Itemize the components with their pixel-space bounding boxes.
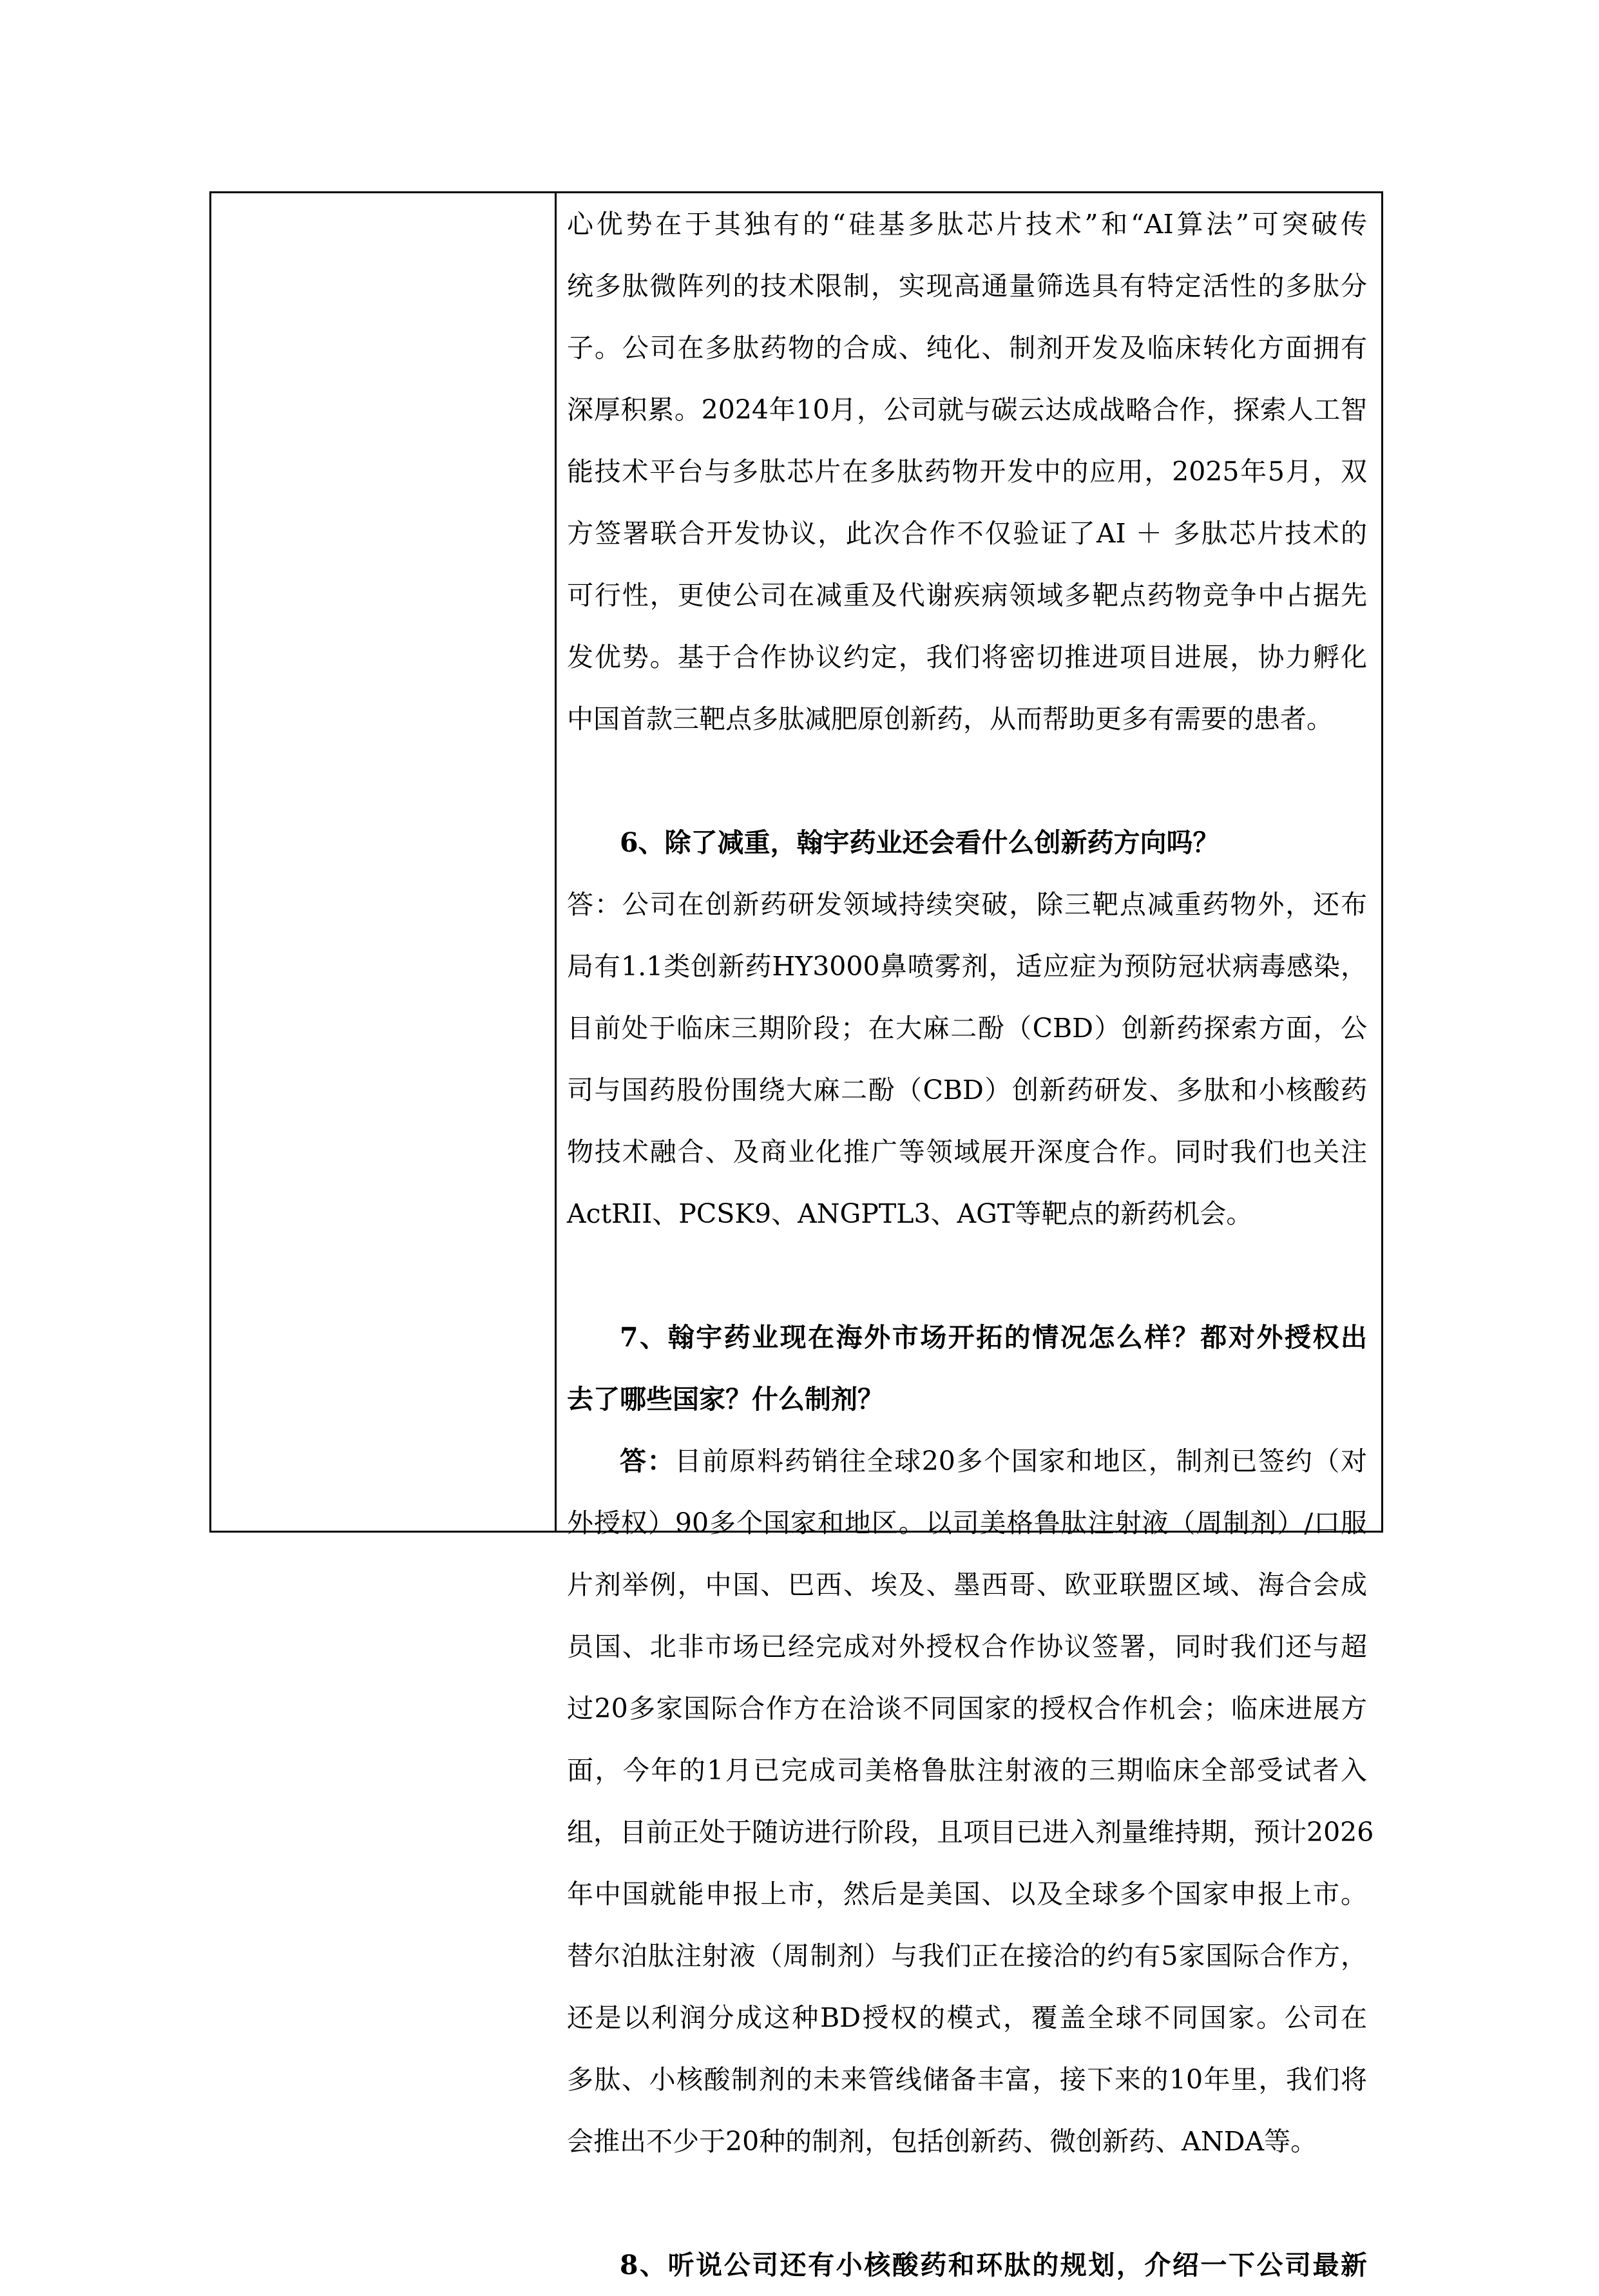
answer-7-line: 年中国就能申报上市，然后是美国、以及全球多个国家申报上市。 [567,1879,1367,1909]
question-6-heading: 6、除了减重，翰宇药业还会看什么创新药方向吗？ [620,827,1220,858]
text-line: 中国首款三靶点多肽减肥原创新药，从而帮助更多有需要的患者。 [567,703,1333,734]
text-line: 能技术平台与多肽芯片在多肽药物开发中的应用，2025年5月，双 [567,456,1367,487]
answer-7-line: 面，今年的1月已完成司美格鲁肽注射液的三期临床全部受试者入 [567,1755,1367,1786]
question-7-heading: 7、翰宇药业现在海外市场开拓的情况怎么样？都对外授权出 [620,1322,1367,1353]
answer-6-line: 物技术融合、及商业化推广等领域展开深度合作。同时我们也关注 [567,1136,1367,1167]
answer-7-line: 过20多家国际合作方在洽谈不同国家的授权合作机会；临床进展方 [567,1693,1367,1724]
answer-7-line: 多肽、小核酸制剂的未来管线储备丰富，接下来的10年里，我们将 [567,2064,1367,2095]
question-7-heading: 去了哪些国家？什么制剂？ [567,1384,884,1415]
text-line: 深厚积累。2024年10月，公司就与碳云达成战略合作，探索人工智 [567,394,1367,425]
text-line: 统多肽微阵列的技术限制，实现高通量筛选具有特定活性的多肽分 [567,271,1367,301]
paragraph-gap [567,750,1367,812]
text-line: 心优势在于其独有的“硅基多肽芯片技术”和“AI算法”可突破传 [567,209,1367,240]
text-line: 发优势。基于合作协议约定，我们将密切推进项目进展，协力孵化 [567,642,1367,673]
answer-6-line: ActRII、PCSK9、ANGPTL3、AGT等靶点的新药机会。 [567,1198,1253,1229]
answer-7-line: 还是以利润分成这种BD授权的模式，覆盖全球不同国家。公司在 [567,2002,1367,2033]
answer-7-line: 外授权）90多个国家和地区。以司美格鲁肽注射液（周制剂）/口服 [567,1507,1367,1538]
answer-6-line: 司与国药股份围绕大麻二酚（CBD）创新药研发、多肽和小核酸药 [567,1075,1367,1105]
answer-7-line: 替尔泊肽注射液（周制剂）与我们正在接洽的约有5家国际合作方， [567,1940,1367,1971]
table-left-cell [211,193,557,1531]
answer-6-line: 答：公司在创新药研发领域持续突破，除三靶点减重药物外，还布 [567,889,1367,920]
answer-7-text: 目前原料药销往全球20多个国家和地区，制剂已签约（对 [675,1446,1367,1477]
answer-7-line: 组，目前正处于随访进行阶段，且项目已进入剂量维持期，预计2026 [567,1817,1374,1848]
answer-7-line [567,1430,1367,1492]
answer-7-line: 会推出不少于20种的制剂，包括创新药、微创新药、ANDA等。 [567,2126,1317,2157]
answer-6-line: 目前处于临床三期阶段；在大麻二酚（CBD）创新药探索方面，公 [567,1013,1367,1044]
answer-7-line: 片剂举例，中国、巴西、埃及、墨西哥、欧亚联盟区域、海合会成 [567,1569,1367,1600]
text-line: 子。公司在多肽药物的合成、纯化、制剂开发及临床转化方面拥有 [567,332,1367,363]
table-right-cell [557,193,1381,2281]
answer-7-line: 员国、北非市场已经完成对外授权合作协议签署，同时我们还与超 [567,1631,1367,1662]
document-table [209,191,1383,2281]
text-line: 方签署联合开发协议，此次合作不仅验证了AI ＋ 多肽芯片技术的 [567,518,1367,549]
paragraph-gap [567,2172,1367,2234]
paragraph-gap [567,1245,1367,1306]
question-8-heading: 8、听说公司还有小核酸药和环肽的规划，介绍一下公司最新 [620,2250,1367,2281]
text-line: 可行性，更使公司在减重及代谢疾病领域多靶点药物竞争中占据先 [567,580,1367,611]
answer-label: 答： [620,1446,675,1477]
answer-6-line: 局有1.1类创新药HY3000鼻喷雾剂，适应症为预防冠状病毒感染， [567,951,1367,982]
